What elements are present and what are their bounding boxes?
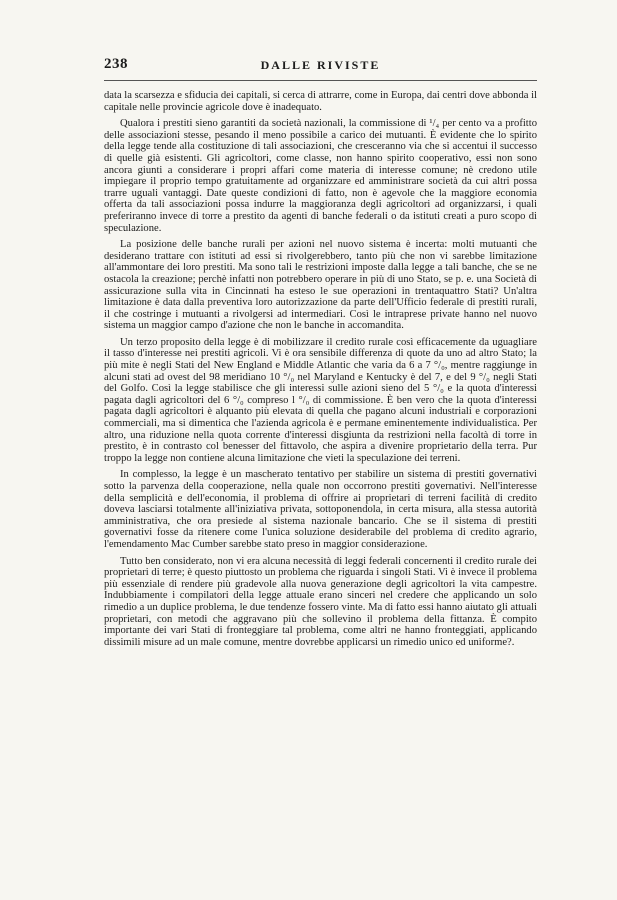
page-header [104, 56, 537, 81]
paragraph: In complesso, la legge è un mascherato tentativo per stabilire un sistema di prestiti governativi sotto la parvenza della cooperazione, nella quale non occorrono prestiti governativi. Nell'interesse della semplicità e dell'economia, il problema di offrire ai proprietari di terreni facilità di credito doveva lasciarsi totalmente all'iniziativa privata, sottoponendola, in certa misura, alla stessa autorità amministrativa, che ora presiede al sistema nazionale bancario. Che se il sistema di prestiti governativi fosse da ritenere come l'unica soluzione desiderabile del problema di credito agrario, l'emendamento Mac Cumber sarebbe stato preso in maggior considerazione. [104, 469, 537, 550]
paragraph-continued: data la scarsezza e sfiducia dei capitali, si cerca di attrarre, come in Europa, dai centri dove abbonda il capitale nelle provincie agricole dove è inadequato. [104, 90, 537, 113]
paragraph: Tutto ben considerato, non vi era alcuna necessità di leggi federali concernenti il credito rurale dei proprietari di terre; è questo piuttosto un problema che riguarda i singoli Stati. Vi è invece il problema più essenziale di rendere più gradevole alla nuova generazione degli agricoltori la vita campestre. Indubbiamente i compilatori della legge attuale erano sinceri nel credere che applicando un solo rimedio a un duplice problema, le due tendenze fossero vinte. Ma di fatto essi hanno aiutato gli attuali proprietari, con metodi che aggravano più che sollevino il problema della fittanza. È compito importante dei vari Stati di fronteggiare tal problema, come altri ne hanno fronteggiati, applicando dissimili misure ad un male comune, mentre dovrebbe applicarsi un rimedio unico ed uniforme?. [104, 555, 537, 648]
paragraph: Un terzo proposito della legge è di mobilizzare il credito rurale così efficacemente da uguagliare il tasso d'interesse nei prestiti agricoli. Vi è ora sensibile differenza di quote da uno ad altro Stato; la più mite è negli Stati del New England e Middle Atlantic che varia da 6 a 7 °/₀, mentre raggiunge in alcuni stati ad ovest del 98 meridiano 10 °/₀ nel Maryland e Kentucky è del 7, e del 9 °/₀ negli Stati del Golfo. Così la legge stabilisce che gli interessi sulle azioni sieno del 5 °/₀ e la quota d'interessi pagata dagli agricoltori del 6 °/₀ compreso l °/₀ di commissione. È ben vero che la quota d'interessi pagata dagli agricoltori è alquanto più elevata di quella che pagano alcuni industriali e corporazioni commerciali, ma si dimentica che l'azienda agricola è e permane eminentemente individualistica. Per altro, una riduzione nella quota corrente d'interessi disgiunta da restrizioni nella facoltà di torre in prestito, è in contrasto col benesser del fittavolo, che aspira a divenire proprietario della terra. Pur troppo la legge non contiene alcuna limitazione che vieti la speculazione dei terreni. [104, 336, 537, 464]
paragraph: La posizione delle banche rurali per azioni nel nuovo sistema è incerta: molti mutuanti che desiderano trattare con istituti ad essi si rivolgerebbero, tanto più che non vi sarebbe limitazione all'ammontare dei loro prestiti. Ma sono tali le restrizioni imposte dalla legge a tali banche, che se ne ostacola la creazione; perchè infatti non potrebbero operare in più di uno Stato, se p. e. una Società di assicurazione sulla vita in Cincinnati ha esteso le sue operazioni in trentaquattro Stati? Un'altra limitazione è data dalla preventiva loro autorizzazione da parte dell'Ufficio federale di prestiti rurali, il che costringe i mutuanti a rivolgersi ad intermediari. Così le intraprese private hanno nel nuovo sistema un maggior campo d'azione che non le banche in accomandita. [104, 239, 537, 332]
page-number: 238 [104, 56, 128, 72]
running-head: DALLE RIVISTE [260, 58, 381, 72]
article-body [104, 90, 537, 653]
paragraph: Qualora i prestiti sieno garantiti da società nazionali, la commissione di ¹/₄ per cento va a profitto delle associazioni stesse, pesando il meno possibile a carico dei mutuanti. È evidente che lo spirito della legge tende alla costituzione di tali associazioni, che cresceranno via che si accentui il successo di quelle già esistenti. Gli agricoltori, come classe, non hanno spirito cooperativo, essi non sono ancora giunti a considerare i propri affari come materia di interesse comune; nè credono utile impiegare il proprio tempo gratuitamente ad organizzare ed amministrare società da cui altri possa trarre uguali vantaggi. Date queste condizioni di fatto, non è agevole che la maggiore economia offerta da tali associazioni possa indurre la maggioranza degli agricoltori ad organizzarsi, i quali preferiranno invece di torre a prestito da agenti di banche federali o da istituti creati a puro scopo di speculazione. [104, 118, 537, 234]
